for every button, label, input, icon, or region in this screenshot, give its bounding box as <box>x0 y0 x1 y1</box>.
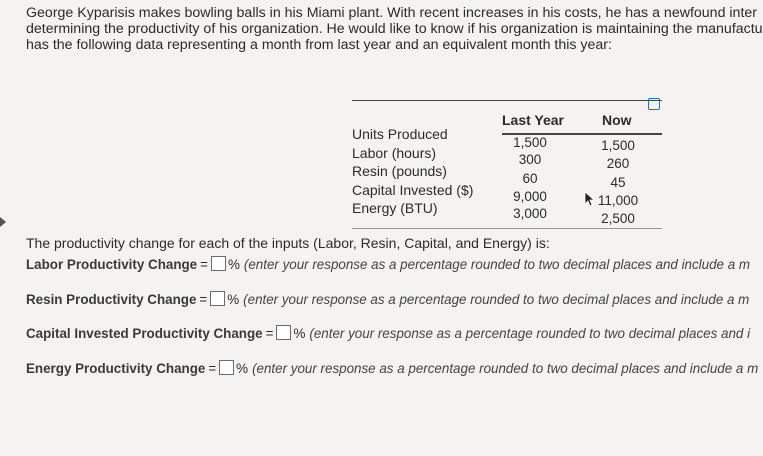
labor-answer-input[interactable] <box>211 256 226 271</box>
intro-line-2: determining the productivity of his organization. He would like to know if his organization is maintaining the manufactu <box>26 21 763 37</box>
cell-resin-last: 60 <box>522 171 538 186</box>
row-label-labor: Labor (hours) <box>352 145 437 161</box>
problem-intro <box>26 5 763 53</box>
resin-answer-row <box>26 291 749 307</box>
answer-hint: (enter your response as a percentage rounded to two decimal places and include a m <box>243 257 751 272</box>
arrow-right-icon <box>0 217 6 227</box>
percent-sign: % <box>293 326 306 341</box>
row-label-energy: Energy (BTU) <box>352 200 438 216</box>
labor-answer-row <box>26 256 750 272</box>
cell-units-last: 1,500 <box>513 135 547 150</box>
percent-sign: % <box>227 257 240 272</box>
cell-labor-last: 300 <box>518 152 542 167</box>
copy-icon[interactable] <box>648 98 660 110</box>
energy-answer-input[interactable] <box>219 360 234 375</box>
cell-labor-now: 260 <box>606 156 630 171</box>
answer-hint: (enter your response as a percentage rounded to two decimal places and include a m <box>252 361 759 376</box>
answer-label: Labor Productivity Change <box>26 257 198 272</box>
answer-hint: (enter your response as a percentage rounded to two decimal places and include a m <box>243 292 750 307</box>
capital-answer-row <box>26 325 750 341</box>
capital-answer-input[interactable] <box>276 325 291 340</box>
answer-label: Energy Productivity Change <box>26 361 206 376</box>
equals-sign: = <box>208 361 217 376</box>
cell-capital-last: 9,000 <box>513 189 547 204</box>
row-label-capital: Capital Invested ($) <box>352 182 474 198</box>
answer-hint: (enter your response as a percentage rounded to two decimal places and i <box>309 326 751 341</box>
cell-energy-last: 3,000 <box>513 206 547 221</box>
row-label-resin: Resin (pounds) <box>352 163 447 179</box>
equals-sign: = <box>200 257 208 272</box>
question-text: The productivity change for each of the inputs (Labor, Resin, Capital, and Energy) is: <box>26 235 550 251</box>
cell-capital-now: 11,000 <box>597 193 639 208</box>
intro-line-1: George Kyparisis makes bowling balls in his Miami plant. With recent increases in his costs, he has a newfound inter <box>26 5 757 21</box>
equals-sign: = <box>265 326 274 341</box>
header-now: Now <box>602 112 632 128</box>
table-bottom-rule <box>352 228 662 229</box>
percent-sign: % <box>227 292 240 307</box>
percent-sign: % <box>236 361 249 376</box>
answer-label: Capital Invested Productivity Change <box>26 326 263 341</box>
energy-answer-row <box>26 360 758 376</box>
equals-sign: = <box>199 292 208 307</box>
header-last-year: Last Year <box>502 112 565 128</box>
row-label-units-produced: Units Produced <box>352 126 448 142</box>
resin-answer-input[interactable] <box>210 291 225 306</box>
table-top-rule <box>352 100 662 101</box>
answer-label: Resin Productivity Change <box>26 292 197 307</box>
data-table <box>352 100 662 230</box>
cell-units-now: 1,500 <box>601 138 635 153</box>
intro-line-3: has the following data representing a month from last year and an equivalent month this year: <box>26 37 612 53</box>
cell-energy-now: 2,500 <box>601 211 635 226</box>
cell-resin-now: 45 <box>610 175 626 190</box>
mouse-pointer-icon <box>584 191 596 207</box>
